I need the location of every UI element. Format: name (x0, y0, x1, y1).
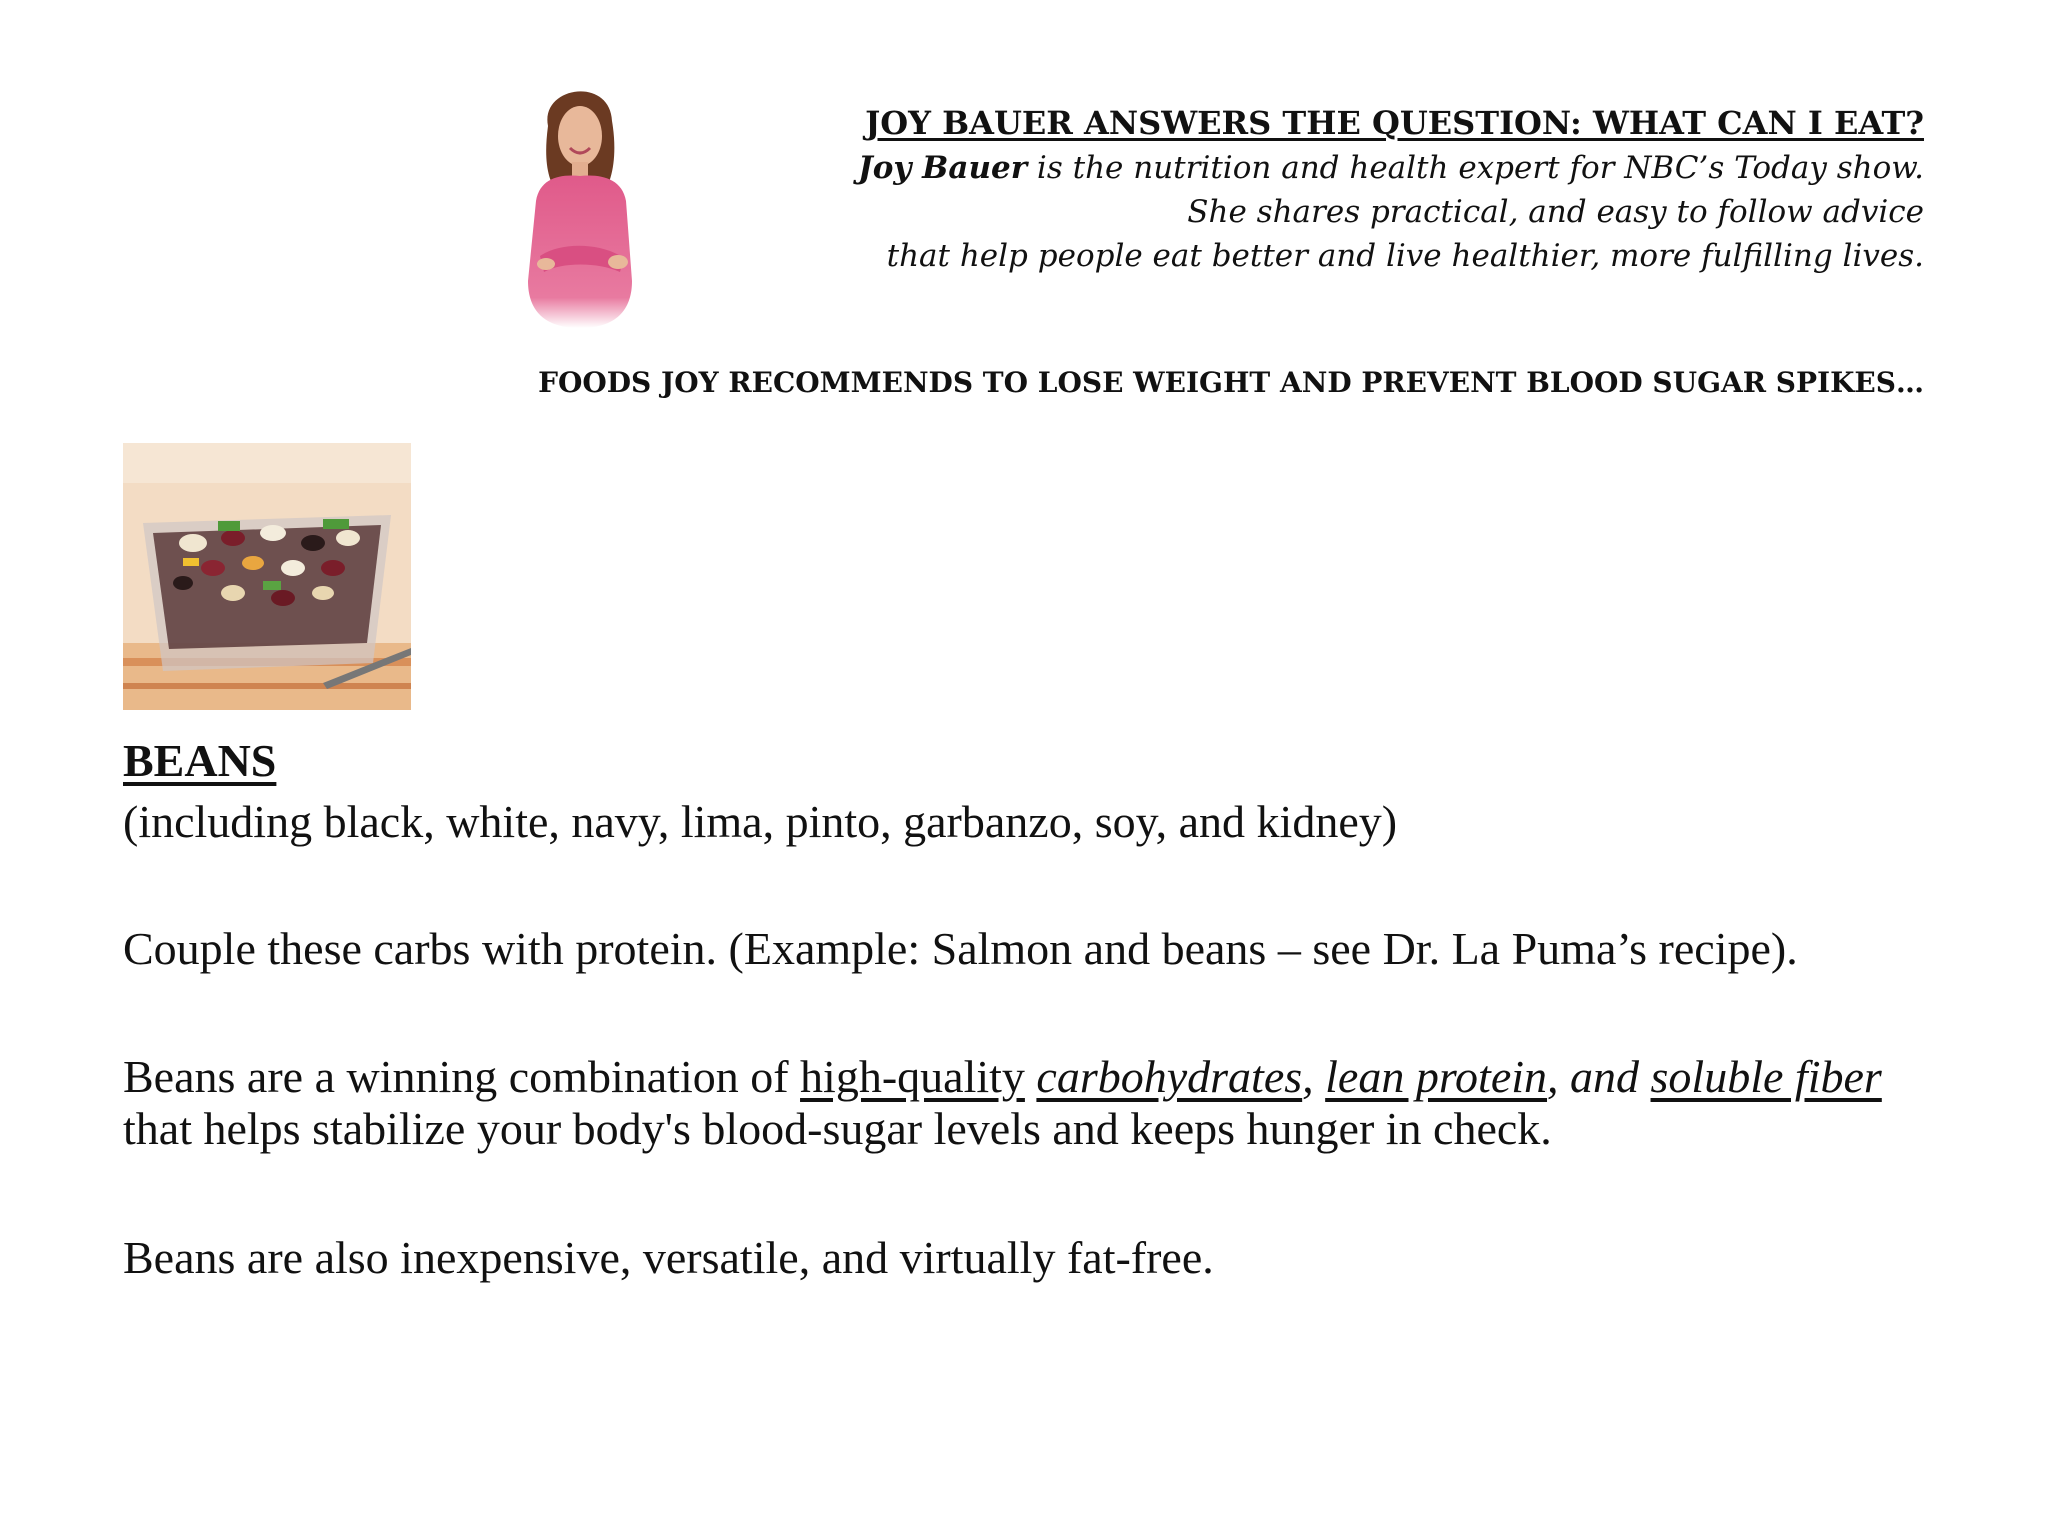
nutrition-paragraph (123, 1051, 1903, 1155)
header-intro-rest: is the nutrition and health expert for NBC’s Today show. (1027, 150, 1924, 186)
para-text: Beans are a winning combination of (123, 1051, 801, 1102)
carbohydrates-link[interactable]: carbohydrates (1036, 1051, 1303, 1102)
para-text: that helps stabilize your body's blood-sugar levels and keeps hunger in check. (123, 1103, 1552, 1154)
header-intro-line (724, 146, 1924, 190)
header-block (724, 100, 1924, 278)
header-title: JOY BAUER ANSWERS THE QUESTION: WHAT CAN I EAT? (865, 104, 1924, 142)
joy-bauer-portrait (500, 66, 660, 336)
recommend-heading: FOODS JOY RECOMMENDS TO LOSE WEIGHT AND PREVENT BLOOD SUGAR SPIKES… (538, 366, 1924, 399)
protein-pairing-paragraph: Couple these carbs with protein. (Example: Salmon and beans – see Dr. La Puma’s recipe). (123, 923, 1798, 974)
high-quality-link[interactable]: high-quality (800, 1051, 1025, 1102)
para-text (1025, 1051, 1037, 1102)
beans-subtitle: (including black, white, navy, lima, pinto, garbanzo, soy, and kidney) (123, 796, 1398, 847)
author-name: Joy Bauer (858, 150, 1028, 186)
cost-paragraph: Beans are also inexpensive, versatile, and virtually fat-free. (123, 1232, 1214, 1283)
header-line-3: that help people eat better and live healthier, more fulfilling lives. (886, 238, 1924, 274)
beans-section-title: BEANS (123, 735, 277, 786)
soluble-fiber-link[interactable]: soluble fiber (1650, 1051, 1882, 1102)
para-text: , (1302, 1051, 1326, 1102)
bean-salad-photo (123, 443, 411, 710)
header-line-2: She shares practical, and easy to follow advice (1187, 194, 1924, 230)
lean-protein-link[interactable]: lean protein (1325, 1051, 1548, 1102)
para-text: , and (1547, 1051, 1651, 1102)
